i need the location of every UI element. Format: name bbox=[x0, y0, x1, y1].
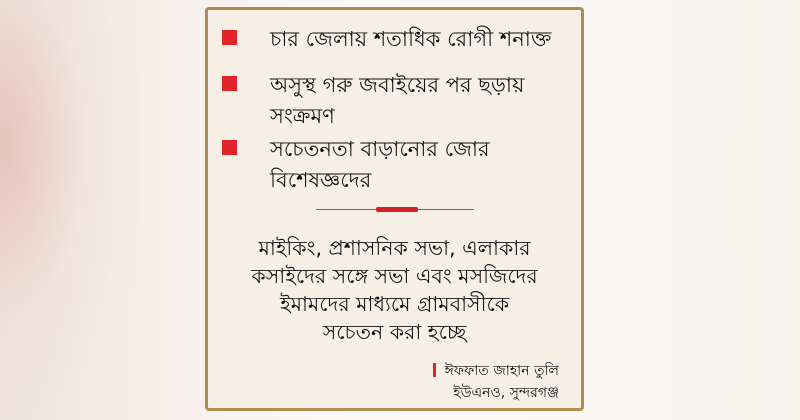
key-point-line: চার জেলায় শতাধিক রোগী শনাক্ত bbox=[270, 27, 552, 51]
bullet-square-icon bbox=[222, 30, 237, 45]
key-point-line: সচেতনতা বাড়ানোর জোর bbox=[270, 137, 490, 161]
bullet-square-icon bbox=[222, 76, 237, 91]
divider-accent bbox=[376, 207, 418, 212]
bullet-square-icon bbox=[222, 140, 237, 155]
quote-line: কসাইদের সঙ্গে সভা এবং মসজিদের bbox=[251, 264, 538, 288]
attribution-name: ঈফফাত জাহান তুলি bbox=[444, 363, 559, 379]
key-point-text bbox=[270, 134, 570, 196]
key-point-text bbox=[270, 70, 570, 132]
attribution-marker-icon bbox=[433, 363, 436, 377]
key-point-line: অসুস্থ গরু জবাইয়ের পর ছড়ায় bbox=[270, 73, 525, 97]
quote-line: ইমামদের মাধ্যমে গ্রামবাসীকে bbox=[279, 292, 510, 316]
attribution-role: ইউএনও, সুন্দরগঞ্জ bbox=[453, 385, 559, 401]
key-point-line: বিশেষজ্ঞদের bbox=[270, 168, 372, 192]
quote-line: সচেতন করা হচ্ছে bbox=[322, 320, 467, 344]
info-card bbox=[205, 7, 584, 411]
quote-block bbox=[218, 234, 571, 346]
key-point-line: সংক্রমণ bbox=[270, 104, 335, 128]
quote-attribution bbox=[433, 360, 559, 404]
attribution-name-line bbox=[433, 360, 559, 382]
key-point-text bbox=[270, 24, 570, 55]
background-blush bbox=[0, 0, 140, 420]
quote-line: মাইকিং, প্রশাসনিক সভা, এলাকার bbox=[258, 236, 531, 260]
